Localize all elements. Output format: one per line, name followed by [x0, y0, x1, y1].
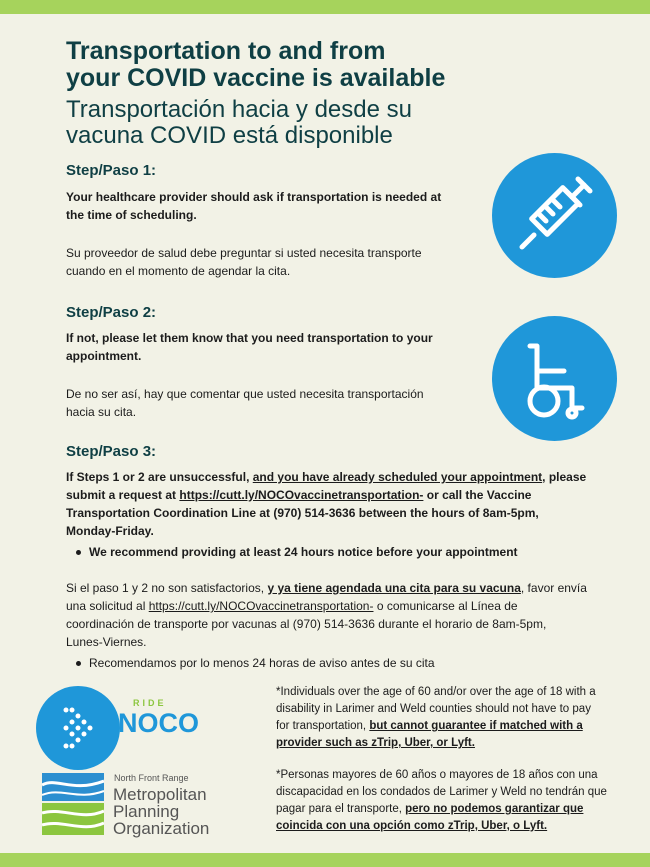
- solicitud-link[interactable]: https://cutt.ly/NOCOvaccinetransportation-: [148, 599, 374, 613]
- step1-english: Your healthcare provider should ask if transportation is needed at the time of scheduling.: [66, 190, 442, 222]
- mpo-subtitle: North Front Range: [114, 773, 189, 783]
- step3-heading: Step/Paso 3:: [66, 443, 157, 460]
- bottom-border: [0, 853, 650, 867]
- note-english: *Individuals over the age of 60 and/or over the age of 18 with a disability in Larimer and Weld counties should not have to pay for transportation, but cannot guarantee if matched with a provider such as zTrip, Uber, or Lyft.: [276, 686, 596, 749]
- mpo-logo-icon: [42, 773, 104, 835]
- syringe-icon: [492, 153, 617, 278]
- step3-english: If Steps 1 or 2 are unsuccessful, and you have already scheduled your appointment, please submit a request at https://cutt.ly/NOCOvaccinetransportation- or call the Vaccine Transportation Coordination Line at (970) 514-3636 between the hours of 8am-5pm, Monday-Friday.: [66, 470, 587, 538]
- step2-spanish: De no ser así, hay que comentar que usted necesita transportación hacia su cita.: [66, 387, 424, 419]
- request-link[interactable]: https://cutt.ly/NOCOvaccinetransportation-: [179, 488, 424, 502]
- mpo-line2: Planning: [113, 802, 180, 821]
- title-spanish: Transportación hacia y desde su vacuna COVID está disponible: [66, 96, 412, 149]
- step3-english-bullet: We recommend providing at least 24 hours notice before your appointment: [76, 543, 518, 561]
- mpo-line3: Organization: [113, 819, 210, 838]
- step3-spanish-bullet: Recomendamos por lo menos 24 horas de aviso antes de su cita: [76, 654, 435, 672]
- title-english: Transportation to and from your COVID vaccine is available: [66, 37, 446, 92]
- note-spanish: *Personas mayores de 60 años o mayores de 18 años con una discapacidad en los condados de Larimer y Weld no tendrán que pagar para el transporte, pero no podemos garantizar que coincida con una opción como zTrip, Uber, o Lyft.: [276, 769, 607, 832]
- top-border: [0, 0, 650, 14]
- wheelchair-icon: [492, 316, 617, 441]
- mpo-line1: Metropolitan: [113, 785, 207, 804]
- step2-heading: Step/Paso 2:: [66, 304, 157, 321]
- step1-spanish: Su proveedor de salud debe preguntar si usted necesita transporte cuando en el momento de agendar la cita.: [66, 246, 422, 278]
- step1-heading: Step/Paso 1:: [66, 162, 157, 179]
- step3-spanish: Si el paso 1 y 2 no son satisfactorios, y ya tiene agendada una cita para su vacuna, favor envía una solicitud al https://cutt.ly/NOCOvaccinetransportation- o comunicarse al Línea de coordinación de transporte por vacunas al (970) 514-3636 durante el horario de 8am-5pm, Lunes-Viernes.: [66, 581, 587, 649]
- step2-english: If not, please let them know that you need transportation to your appointment.: [66, 331, 433, 363]
- ride-text: RIDE: [133, 698, 167, 708]
- noco-text: NOCO: [118, 708, 199, 738]
- ride-noco-logo-icon: [36, 686, 120, 770]
